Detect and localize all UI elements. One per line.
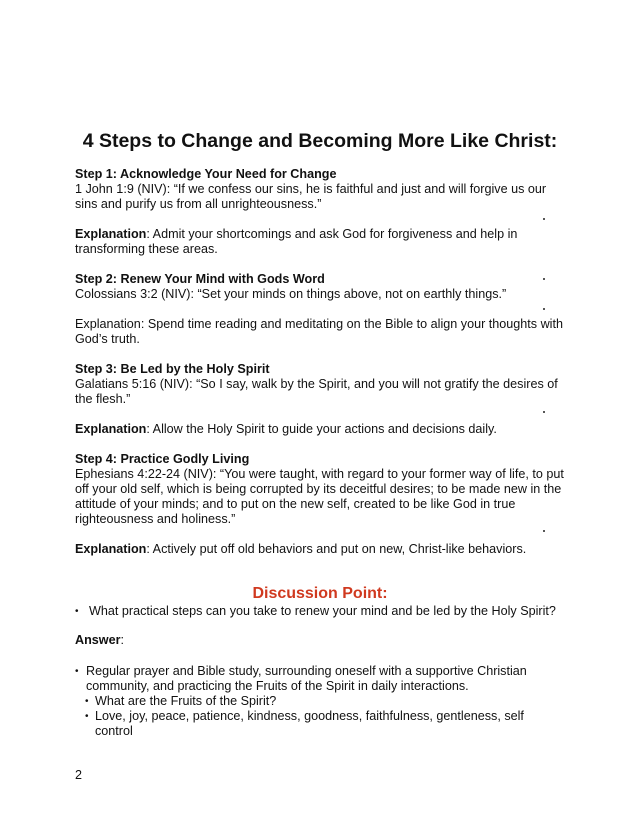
discussion-question xyxy=(75,604,575,619)
explanation-text: : Actively put off old behaviors and put on new, Christ-like behaviors. xyxy=(146,542,527,556)
margin-dot xyxy=(543,308,545,310)
step-1 xyxy=(75,167,565,257)
explanation-text: : Admit your shortcomings and ask God for forgiveness and help in transforming these areas. xyxy=(75,227,518,256)
step-explanation xyxy=(75,317,565,347)
steps-section xyxy=(75,167,565,572)
step-explanation xyxy=(75,227,565,257)
step-explanation xyxy=(75,422,565,437)
answer-item xyxy=(75,664,545,694)
margin-dot xyxy=(543,278,545,280)
step-heading: Step 4: Practice Godly Living xyxy=(75,452,250,466)
step-3 xyxy=(75,362,565,437)
page-number: 2 xyxy=(75,768,83,782)
step-verse: Galatians 5:16 (NIV): “So I say, walk by the Spirit, and you will not gratify the desires of the flesh.” xyxy=(75,377,558,406)
sub-answer-text: Love, joy, peace, patience, kindness, goodness, faithfulness, gentleness, self control xyxy=(95,709,524,738)
bullet-icon: • xyxy=(75,666,79,677)
bullet-icon: • xyxy=(85,696,89,707)
step-4 xyxy=(75,452,565,557)
explanation-label: Explanation xyxy=(75,542,147,556)
bullet-icon: • xyxy=(85,711,89,722)
explanation-text: : Allow the Holy Spirit to guide your actions and decisions daily. xyxy=(146,422,497,436)
step-verse: 1 John 1:9 (NIV): “If we confess our sins, he is faithful and just and will forgive us our sins and purify us from all unrighteousness.” xyxy=(75,182,547,211)
sub-question-text: What are the Fruits of the Spirit? xyxy=(95,694,277,708)
sub-question-item xyxy=(85,694,545,709)
bullet-icon: • xyxy=(75,606,79,617)
discussion-title: Discussion Point: xyxy=(252,585,388,602)
step-explanation xyxy=(75,542,565,557)
explanation-label: Explanation xyxy=(75,227,147,241)
step-heading: Step 2: Renew Your Mind with Gods Word xyxy=(75,272,325,286)
question-text: What practical steps can you take to renew your mind and be led by the Holy Spirit? xyxy=(89,604,556,618)
answer-text: Regular prayer and Bible study, surrounding oneself with a supportive Christian community, and practicing the Fruits of the Spirit in daily interactions. xyxy=(86,664,527,693)
step-2 xyxy=(75,272,565,347)
explanation-label: Explanation xyxy=(75,422,147,436)
margin-dot xyxy=(543,411,545,413)
answer-label-colon: : xyxy=(120,633,124,647)
step-heading: Step 1: Acknowledge Your Need for Change xyxy=(75,167,337,181)
page-title: 4 Steps to Change and Becoming More Like Christ: xyxy=(82,130,558,152)
margin-dot xyxy=(543,218,545,220)
sub-answer-item xyxy=(85,709,535,739)
step-heading: Step 3: Be Led by the Holy Spirit xyxy=(75,362,270,376)
step-verse: Colossians 3:2 (NIV): “Set your minds on things above, not on earthly things.” xyxy=(75,287,507,301)
answer-label xyxy=(75,633,124,648)
margin-dot xyxy=(543,530,545,532)
explanation-text: Explanation: Spend time reading and meditating on the Bible to align your thoughts with God’s truth. xyxy=(75,317,563,346)
answer-label-text: Answer xyxy=(75,633,121,647)
step-verse: Ephesians 4:22-24 (NIV): “You were taught, with regard to your former way of life, to put off your old self, which is being corrupted by its deceitful desires; to be made new in the attitude of your minds; and to put on the new self, created to be like God in true righteousness and holiness.” xyxy=(75,467,564,526)
